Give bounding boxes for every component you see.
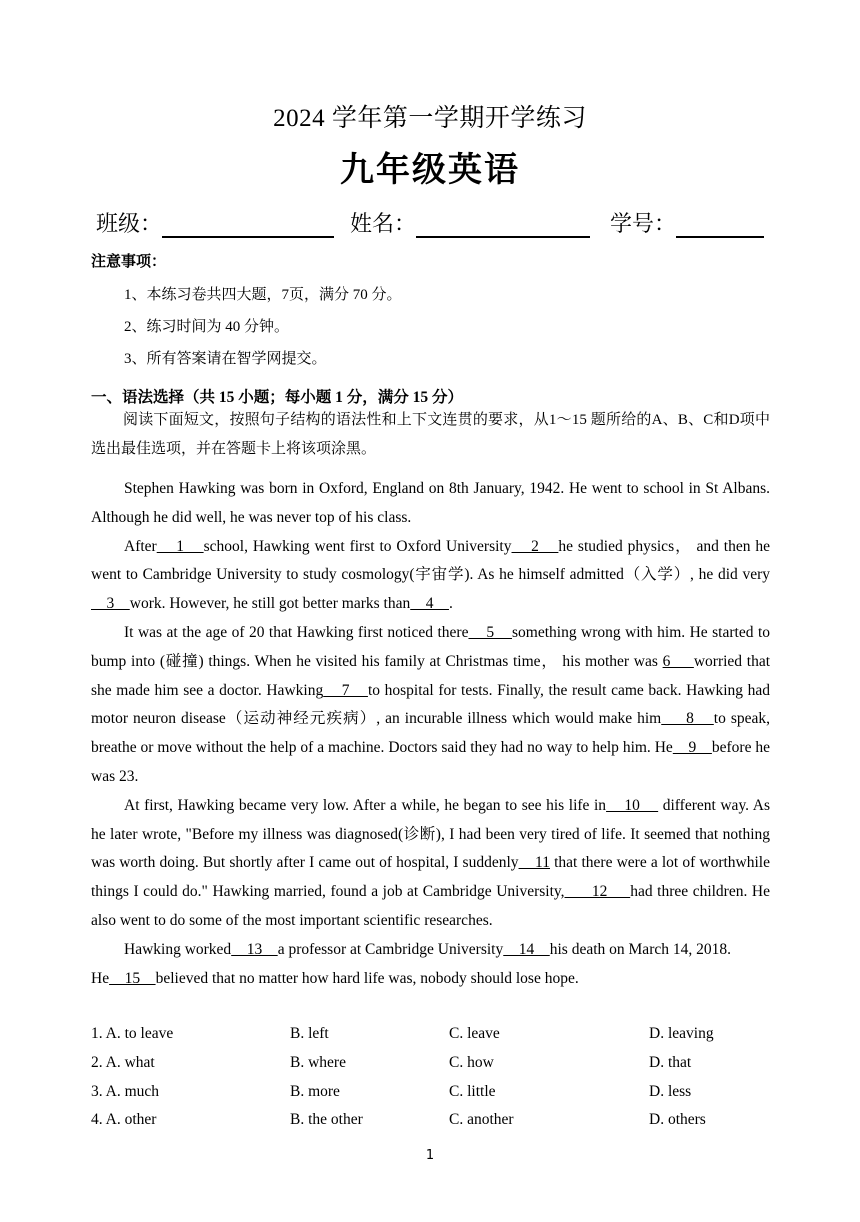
passage-text: to hospital for tests. Finally, the result came back. Hawking had motor neuron disease（运动神经元疾病）, an incurable illness which would make him <box>91 681 771 728</box>
passage-text: to speak, breathe or move without the help of a machine. Doctors said they had no way to help him. He <box>91 710 770 757</box>
exam-subtitle: 九年级英语 <box>340 150 520 190</box>
note-item: 3、所有答案请在智学网提交。 <box>124 351 327 367</box>
passage-text: At first, Hawking became very low. After a while, he began to see his life in <box>124 796 607 814</box>
option-row <box>91 1020 770 1049</box>
answer-blank: 15 <box>109 969 156 987</box>
answer-blank: 14 <box>503 940 550 958</box>
name-label: 姓名： <box>350 211 417 236</box>
answer-blank: 8 <box>661 710 714 728</box>
section-instructions: 阅读下面短文，按照句子结构的语法性和上下文连贯的要求，从1～15 题所给的A、B、C和D项中选出最佳选项，并在答题卡上将该项涂黑。 <box>91 412 770 457</box>
passage-paragraph <box>91 965 770 994</box>
answer-blank: 1 <box>156 537 204 555</box>
passage-text: a professor at Cambridge University <box>277 940 504 958</box>
answer-blank: 9 <box>672 739 712 757</box>
option-b: B. where <box>290 1053 346 1071</box>
option-b: B. the other <box>290 1111 363 1129</box>
passage-text: He <box>91 969 110 987</box>
answer-blank: 12 <box>564 883 631 901</box>
passage-text: believed that no matter how hard life was, nobody should lose hope. <box>155 969 579 987</box>
answer-blank: 2 <box>511 537 559 555</box>
exam-title: 2024 学年第一学期开学练习 <box>273 105 587 132</box>
passage-text: . <box>448 595 453 613</box>
option-d: D. others <box>649 1111 706 1129</box>
answer-blank: 4 <box>410 595 449 613</box>
answer-blank: 11 <box>518 854 550 872</box>
note-item: 2、练习时间为 40 分钟。 <box>124 319 290 335</box>
option-c: C. another <box>449 1111 514 1129</box>
option-c: C. how <box>449 1053 494 1071</box>
option-row <box>91 1078 770 1107</box>
passage-paragraph: Stephen Hawking was born in Oxford, England on 8th January, 1942. He went to school in St Albans. Although he did well, he was never top of his class. <box>91 480 770 526</box>
option-d: D. less <box>649 1082 692 1100</box>
class-field <box>96 207 334 238</box>
answer-blank: 5 <box>468 623 512 641</box>
reading-passage <box>91 475 770 993</box>
passage-text: Hawking worked <box>124 940 232 958</box>
option-b: B. left <box>290 1025 329 1042</box>
passage-paragraph <box>91 936 770 965</box>
option-row <box>91 1106 770 1135</box>
passage-text: It was at the age of 20 that Hawking first noticed there <box>124 623 469 641</box>
class-label: 班级： <box>96 211 163 236</box>
section-title: 一、语法选择（共 15 小题；每小题 1 分，满分 15 分） <box>91 389 464 406</box>
answer-blank: 10 <box>606 796 659 814</box>
option-c: C. little <box>449 1082 496 1100</box>
id-label: 学号： <box>610 211 677 236</box>
passage-text: After <box>124 537 157 555</box>
passage-paragraph <box>91 533 770 619</box>
passage-paragraph <box>91 792 770 936</box>
id-field <box>610 207 764 238</box>
notes-title: 注意事项： <box>91 254 167 270</box>
name-field <box>350 207 590 238</box>
option-b: B. more <box>290 1082 340 1100</box>
passage-text: had three children. He also went to do some of the most important scientific researches. <box>91 883 770 929</box>
student-info-line <box>0 207 860 241</box>
option-a: 2. A. what <box>91 1053 155 1071</box>
option-a: 1. A. to leave <box>91 1025 174 1042</box>
passage-text: different way. As he later wrote, "Before my illness was diagnosed(诊断), I had been very tired of life. It seemed that nothing was worth doing. But shortly after I came out of hospital, I suddenly <box>91 796 771 872</box>
passage-text: that there were a lot of worthwhile things I could do." Hawking married, found a job at Cambridge University, <box>91 854 770 901</box>
answer-options <box>91 1020 770 1135</box>
answer-blank: 6 <box>662 652 694 670</box>
page-number: 1 <box>425 1148 435 1163</box>
passage-text: before he was 23. <box>91 739 771 785</box>
class-blank <box>162 210 334 238</box>
passage-text: his death on March 14, 2018. <box>549 940 731 958</box>
option-c: C. leave <box>449 1025 500 1042</box>
option-d: D. leaving <box>649 1025 714 1042</box>
option-row <box>91 1049 770 1078</box>
passage-text: something wrong with him. He started to bump into (碰撞) things. When he visited his family at Christmas time， his mother was <box>91 623 770 670</box>
answer-blank: 7 <box>323 681 368 699</box>
passage-text: he studied physics， and then he went to Cambridge University to study cosmology(宇宙学). As he himself admitted（入学）, he did very <box>91 537 771 584</box>
passage-text: worried that she made him see a doctor. Hawking <box>91 652 771 699</box>
option-d: D. that <box>649 1053 692 1071</box>
passage-paragraph <box>91 619 770 792</box>
answer-blank: 13 <box>231 940 278 958</box>
passage-text: school, Hawking went first to Oxford University <box>203 537 512 555</box>
option-a: 4. A. other <box>91 1111 157 1129</box>
name-blank <box>416 210 590 238</box>
answer-blank: 3 <box>91 595 130 613</box>
note-item: 1、本练习卷共四大题，7页，满分 70 分。 <box>124 287 402 303</box>
option-a: 3. A. much <box>91 1082 160 1100</box>
id-blank <box>676 210 764 238</box>
passage-text: work. However, he still got better marks than <box>129 595 411 613</box>
